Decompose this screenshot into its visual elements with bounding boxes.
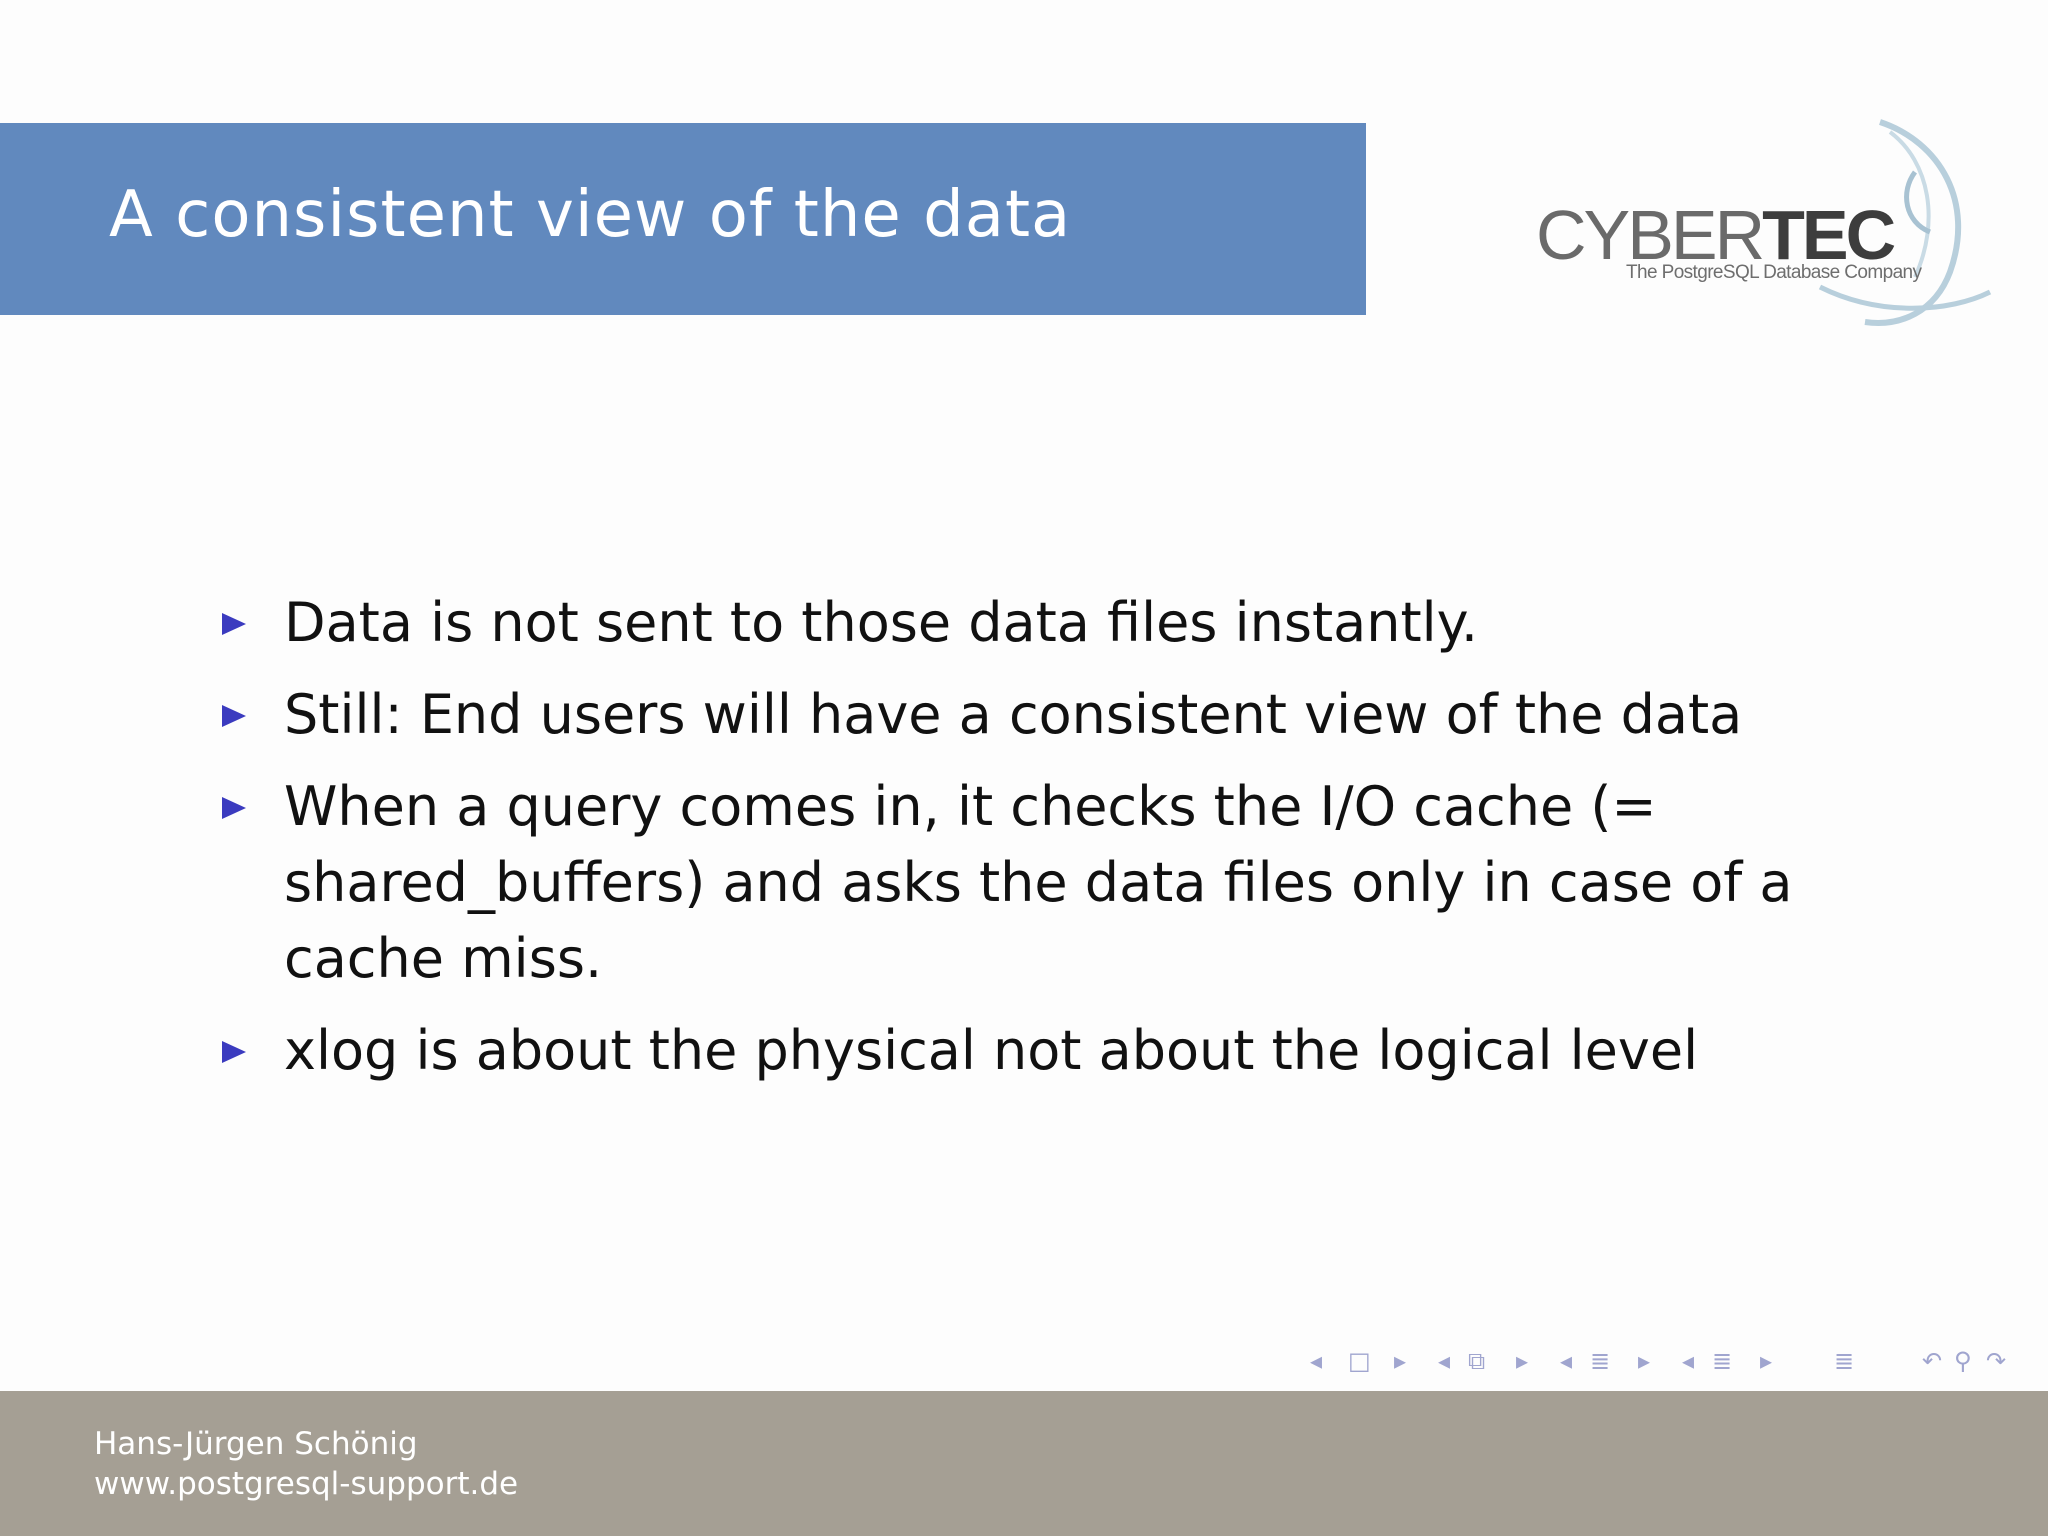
navigation-bar bbox=[1310, 1345, 2040, 1377]
bullet-text: When a query comes in, it checks the I/O cache (= shared_buffers) and asks the data files only in case of a cache miss. bbox=[284, 775, 1793, 990]
bullet-text: Still: End users will have a consistent view of the data bbox=[284, 683, 1743, 746]
section-icon[interactable]: ⧉ bbox=[1468, 1347, 1486, 1375]
bullet-text: xlog is about the physical not about the logical level bbox=[284, 1019, 1699, 1082]
subsection-icon[interactable]: ≣ bbox=[1712, 1347, 1733, 1375]
align-icon[interactable]: ≣ bbox=[1834, 1347, 1855, 1375]
arrow-right-icon[interactable]: ▸ bbox=[1760, 1347, 1773, 1375]
arrow-left-icon[interactable]: ◂ bbox=[1560, 1347, 1573, 1375]
triangle-bullet-icon bbox=[220, 1038, 248, 1066]
footer bbox=[0, 1391, 2048, 1536]
triangle-bullet-icon bbox=[220, 702, 248, 730]
undo-icon[interactable]: ↶ bbox=[1922, 1347, 1943, 1375]
footer-author: Hans-Jürgen Schönig bbox=[94, 1426, 418, 1462]
footer-website: www.postgresql-support.de bbox=[94, 1466, 519, 1502]
search-icon[interactable]: ⚲ bbox=[1954, 1347, 1972, 1375]
subsection-icon[interactable]: ≣ bbox=[1590, 1347, 1611, 1375]
bullet-item bbox=[220, 769, 1900, 997]
arrow-right-icon[interactable]: ▸ bbox=[1394, 1347, 1407, 1375]
triangle-bullet-icon bbox=[220, 610, 248, 638]
arrow-right-icon[interactable]: ▸ bbox=[1516, 1347, 1529, 1375]
frame-icon[interactable]: □ bbox=[1348, 1347, 1371, 1375]
logo-wordmark: CYBERTEC bbox=[1536, 196, 1894, 274]
slide-title: A consistent view of the data bbox=[109, 178, 1072, 252]
arrow-left-icon[interactable]: ◂ bbox=[1438, 1347, 1451, 1375]
bullet-text: Data is not sent to those data files instantly. bbox=[284, 591, 1479, 654]
redo-icon[interactable]: ↷ bbox=[1986, 1347, 2007, 1375]
bullet-list bbox=[220, 585, 1900, 1105]
cybertec-logo bbox=[1520, 112, 2020, 337]
bullet-item bbox=[220, 1013, 1900, 1089]
bullet-item bbox=[220, 585, 1900, 661]
bullet-item bbox=[220, 677, 1900, 753]
logo-tagline: The PostgreSQL Database Company bbox=[1626, 262, 1922, 283]
arrow-right-icon[interactable]: ▸ bbox=[1638, 1347, 1651, 1375]
triangle-bullet-icon bbox=[220, 794, 248, 822]
arrow-left-icon[interactable]: ◂ bbox=[1310, 1347, 1323, 1375]
arrow-left-icon[interactable]: ◂ bbox=[1682, 1347, 1695, 1375]
